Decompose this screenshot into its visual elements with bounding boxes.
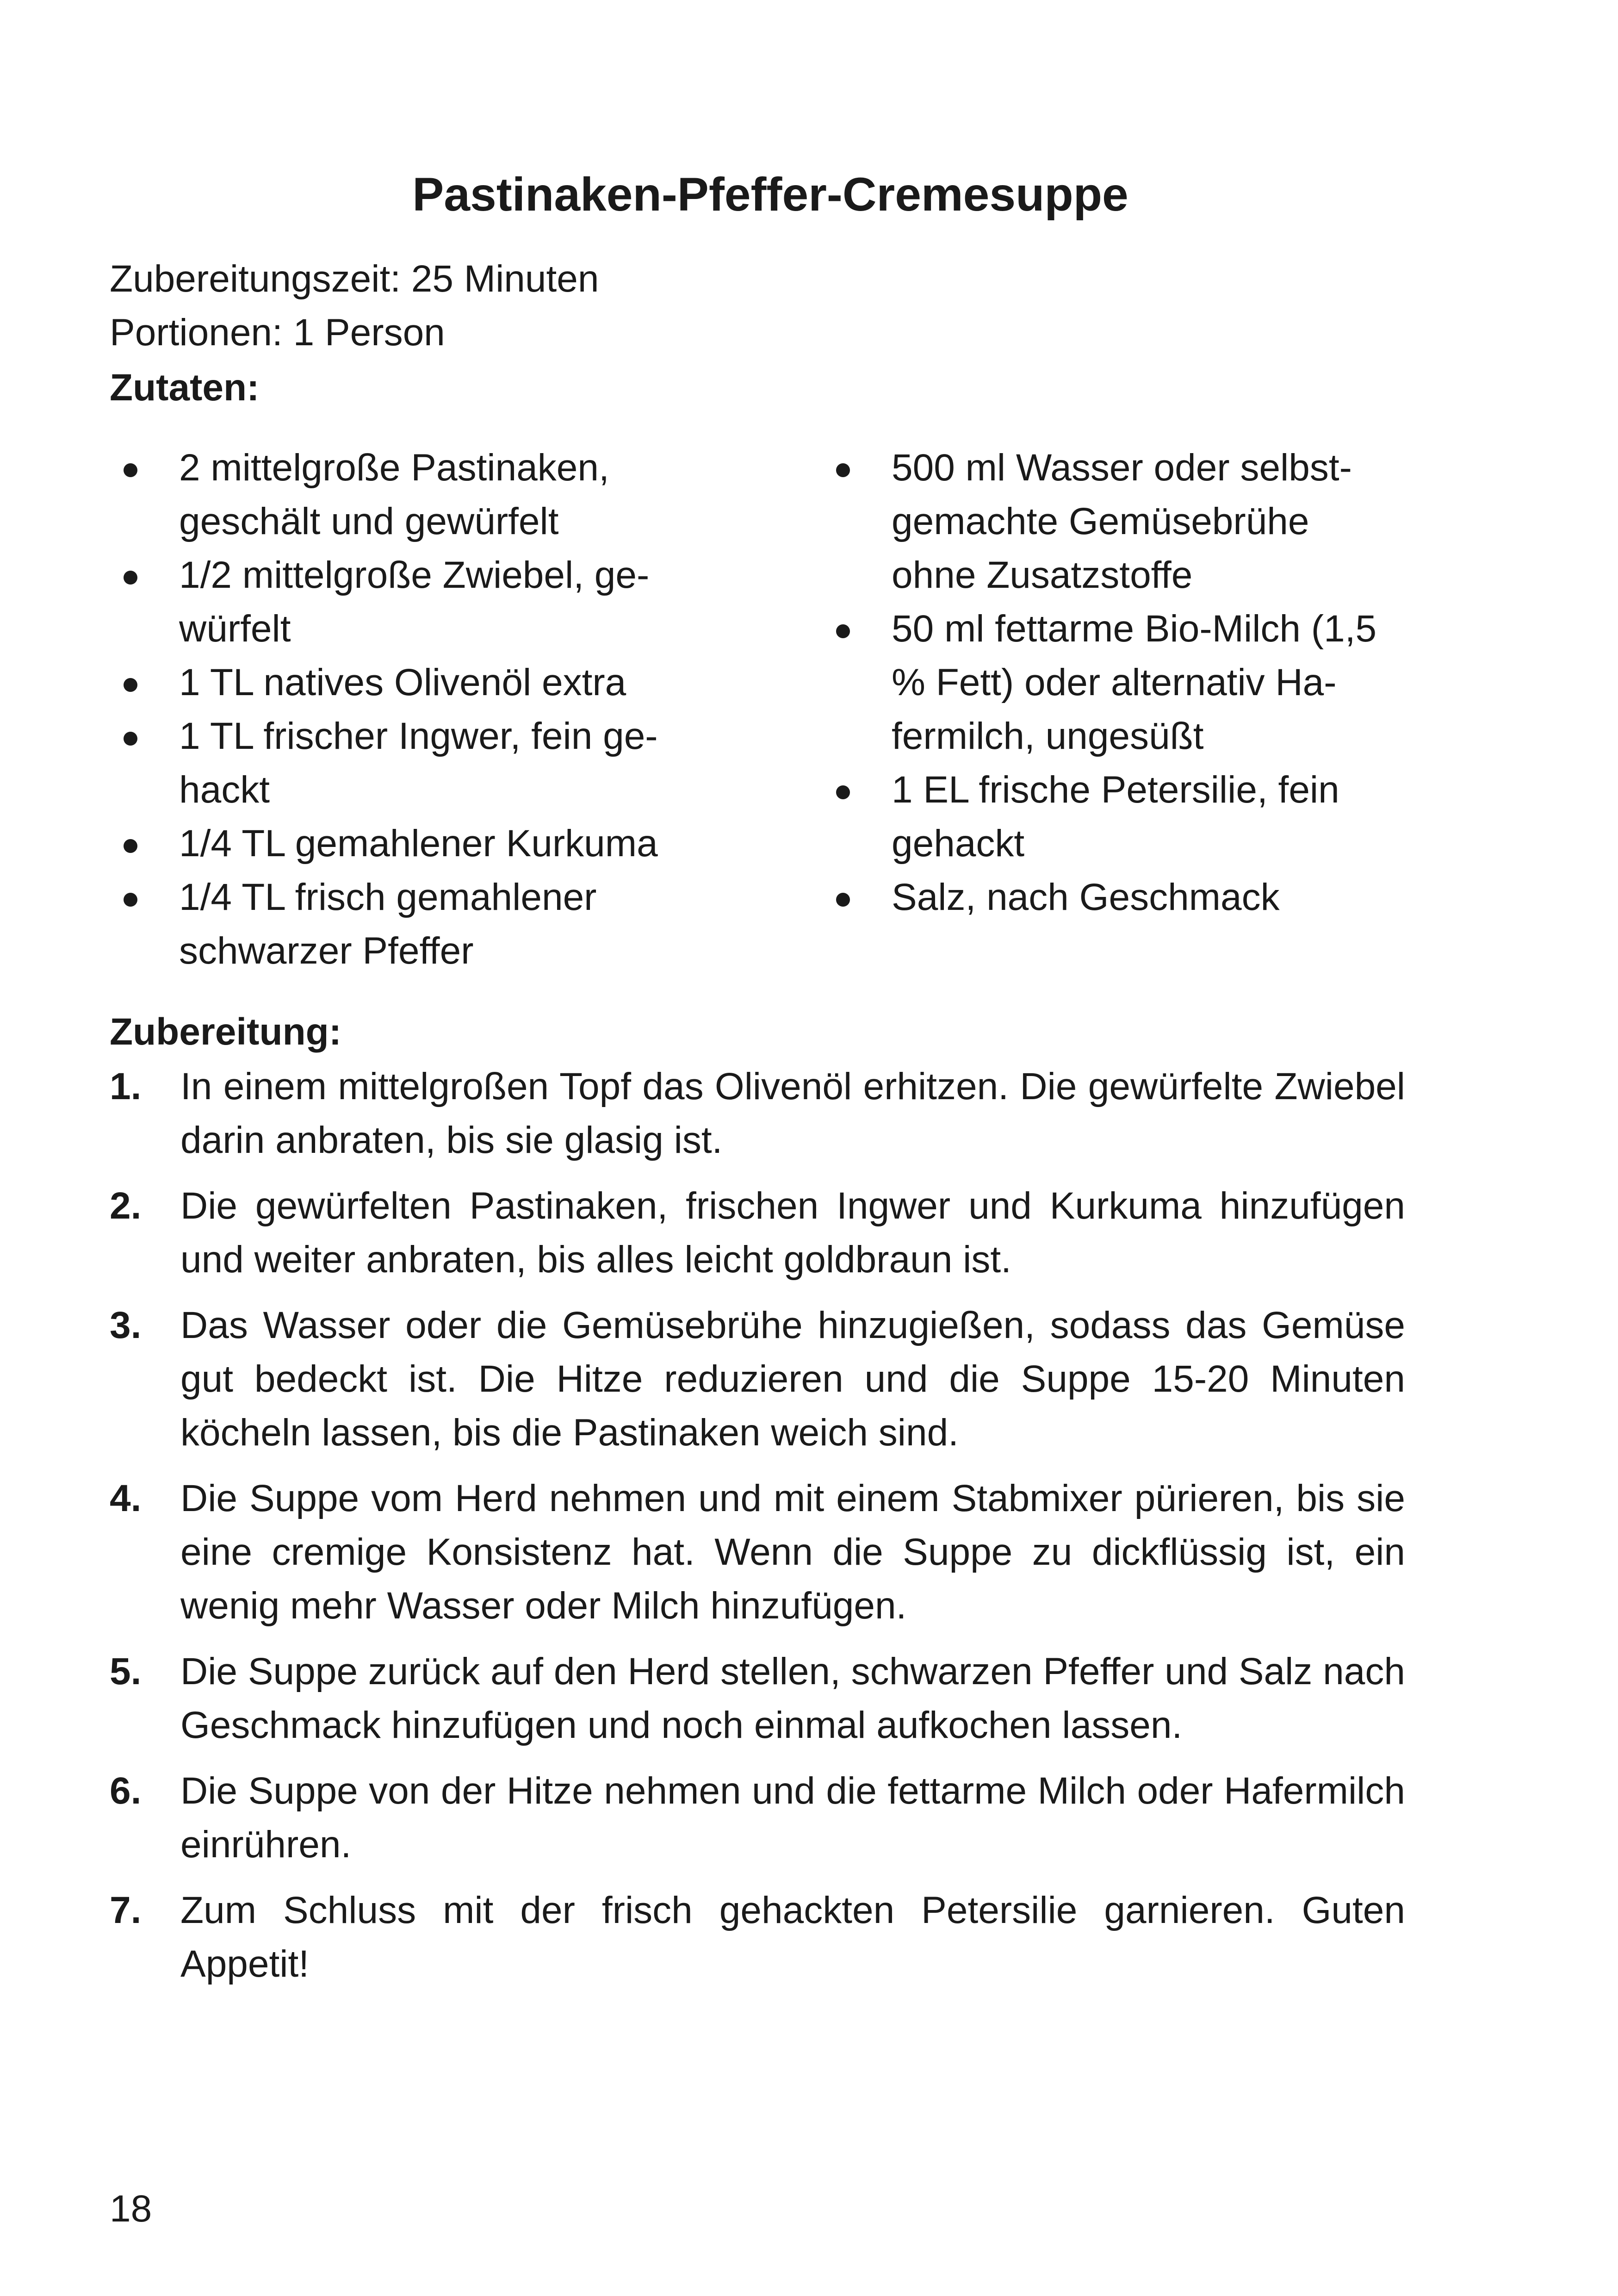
page-number: 18 [110, 2188, 152, 2230]
ingredient-line: 1/4 TL gemahlener Kurkuma [179, 822, 658, 865]
prep-time: Zubereitungszeit: 25 Minuten [110, 258, 599, 300]
step-item [110, 1179, 1405, 1287]
bullet-icon [829, 763, 857, 817]
step-text: In einem mittelgroßen Topf das Olivenöl erhitzen. Die gewürfelte Zwiebel darin anbraten, bis sie glasig ist. [180, 1065, 1405, 1161]
step-text: Die gewürfelten Pastinaken, frischen Ingwer und Kurkuma hinzufügen und weiter anbraten, bis alles leicht goldbraun ist. [180, 1185, 1405, 1281]
step-number: 5. [110, 1650, 142, 1692]
ingredient-item [822, 602, 1447, 763]
ingredient-line: 500 ml Wasser oder selbst- [892, 447, 1352, 489]
step-text: Die Suppe vom Herd nehmen und mit einem Stabmixer pürieren, bis sie eine cremige Konsistenz hat. Wenn die Suppe zu dickflüssig ist, ein wenig mehr Wasser oder Milch hinzufügen. [180, 1477, 1405, 1627]
preparation-steps [110, 1060, 1405, 2003]
step-item [110, 1060, 1405, 1167]
step-item [110, 1299, 1405, 1460]
step-text: Die Suppe von der Hitze nehmen und die fettarme Milch oder Hafermilch einrühren. [180, 1770, 1405, 1866]
ingredient-line: fermilch, ungesüßt [892, 715, 1204, 757]
ingredient-item [110, 871, 757, 978]
step-number: 6. [110, 1770, 142, 1812]
ingredient-line: geschält und gewürfelt [179, 500, 559, 542]
bullet-icon [829, 871, 857, 924]
page-title: Pastinaken-Pfeffer-Cremesuppe [412, 168, 1128, 221]
step-number: 1. [110, 1065, 142, 1108]
step-text: Das Wasser oder die Gemüsebrühe hinzugießen, sodass das Gemüse gut bedeckt ist. Die Hitze reduzieren und die Suppe 15-20 Minuten köcheln lassen, bis die Pastinaken weich sind. [180, 1304, 1405, 1454]
bullet-icon [117, 709, 144, 763]
ingredient-item [110, 709, 757, 817]
ingredient-line: % Fett) oder alternativ Ha- [892, 661, 1337, 703]
bullet-icon [117, 441, 144, 495]
ingredient-line: gehackt [892, 822, 1025, 865]
ingredient-line: ohne Zusatzstoffe [892, 554, 1193, 596]
ingredient-line: 1 TL frischer Ingwer, fein ge- [179, 715, 658, 757]
ingredients-list-right [822, 441, 1447, 924]
ingredient-line: 1 TL natives Olivenöl extra [179, 661, 626, 703]
step-item [110, 1764, 1405, 1872]
ingredient-item [110, 656, 757, 709]
bullet-icon [117, 871, 144, 924]
step-number: 2. [110, 1185, 142, 1227]
step-item [110, 1472, 1405, 1633]
ingredient-line: 1 EL frische Petersilie, fein [892, 769, 1339, 811]
step-text: Die Suppe zurück auf den Herd stellen, schwarzen Pfeffer und Salz nach Geschmack hinzufügen und noch einmal aufkochen lassen. [180, 1650, 1405, 1746]
ingredient-line: Salz, nach Geschmack [892, 876, 1280, 918]
bullet-icon [829, 602, 857, 656]
ingredient-item [110, 441, 757, 548]
ingredient-line: hackt [179, 769, 270, 811]
step-number: 4. [110, 1477, 142, 1519]
step-number: 7. [110, 1889, 142, 1931]
ingredients-heading: Zutaten: [110, 367, 260, 409]
step-text: Zum Schluss mit der frisch gehackten Petersilie garnieren. Guten Appetit! [180, 1889, 1405, 1985]
portions: Portionen: 1 Person [110, 311, 445, 354]
step-item [110, 1645, 1405, 1752]
ingredient-item [822, 871, 1447, 924]
ingredient-line: 2 mittelgroße Pastinaken, [179, 447, 609, 489]
ingredient-line: schwarzer Pfeffer [179, 930, 474, 972]
bullet-icon [117, 548, 144, 602]
step-item [110, 1884, 1405, 1991]
ingredient-line: 1/2 mittelgroße Zwiebel, ge- [179, 554, 650, 596]
ingredient-line: 50 ml fettarme Bio-Milch (1,5 [892, 608, 1377, 650]
bullet-icon [117, 656, 144, 709]
ingredients-list-left [110, 441, 757, 978]
ingredient-item [110, 817, 757, 871]
step-number: 3. [110, 1304, 142, 1346]
bullet-icon [117, 817, 144, 871]
recipe-meta [110, 252, 599, 360]
ingredient-item [822, 763, 1447, 871]
bullet-icon [829, 441, 857, 495]
ingredient-line: würfelt [179, 608, 291, 650]
ingredient-item [822, 441, 1447, 602]
ingredient-line: 1/4 TL frisch gemahlener [179, 876, 597, 918]
ingredient-line: gemachte Gemüsebrühe [892, 500, 1309, 542]
preparation-heading: Zubereitung: [110, 1011, 342, 1053]
ingredient-item [110, 548, 757, 656]
